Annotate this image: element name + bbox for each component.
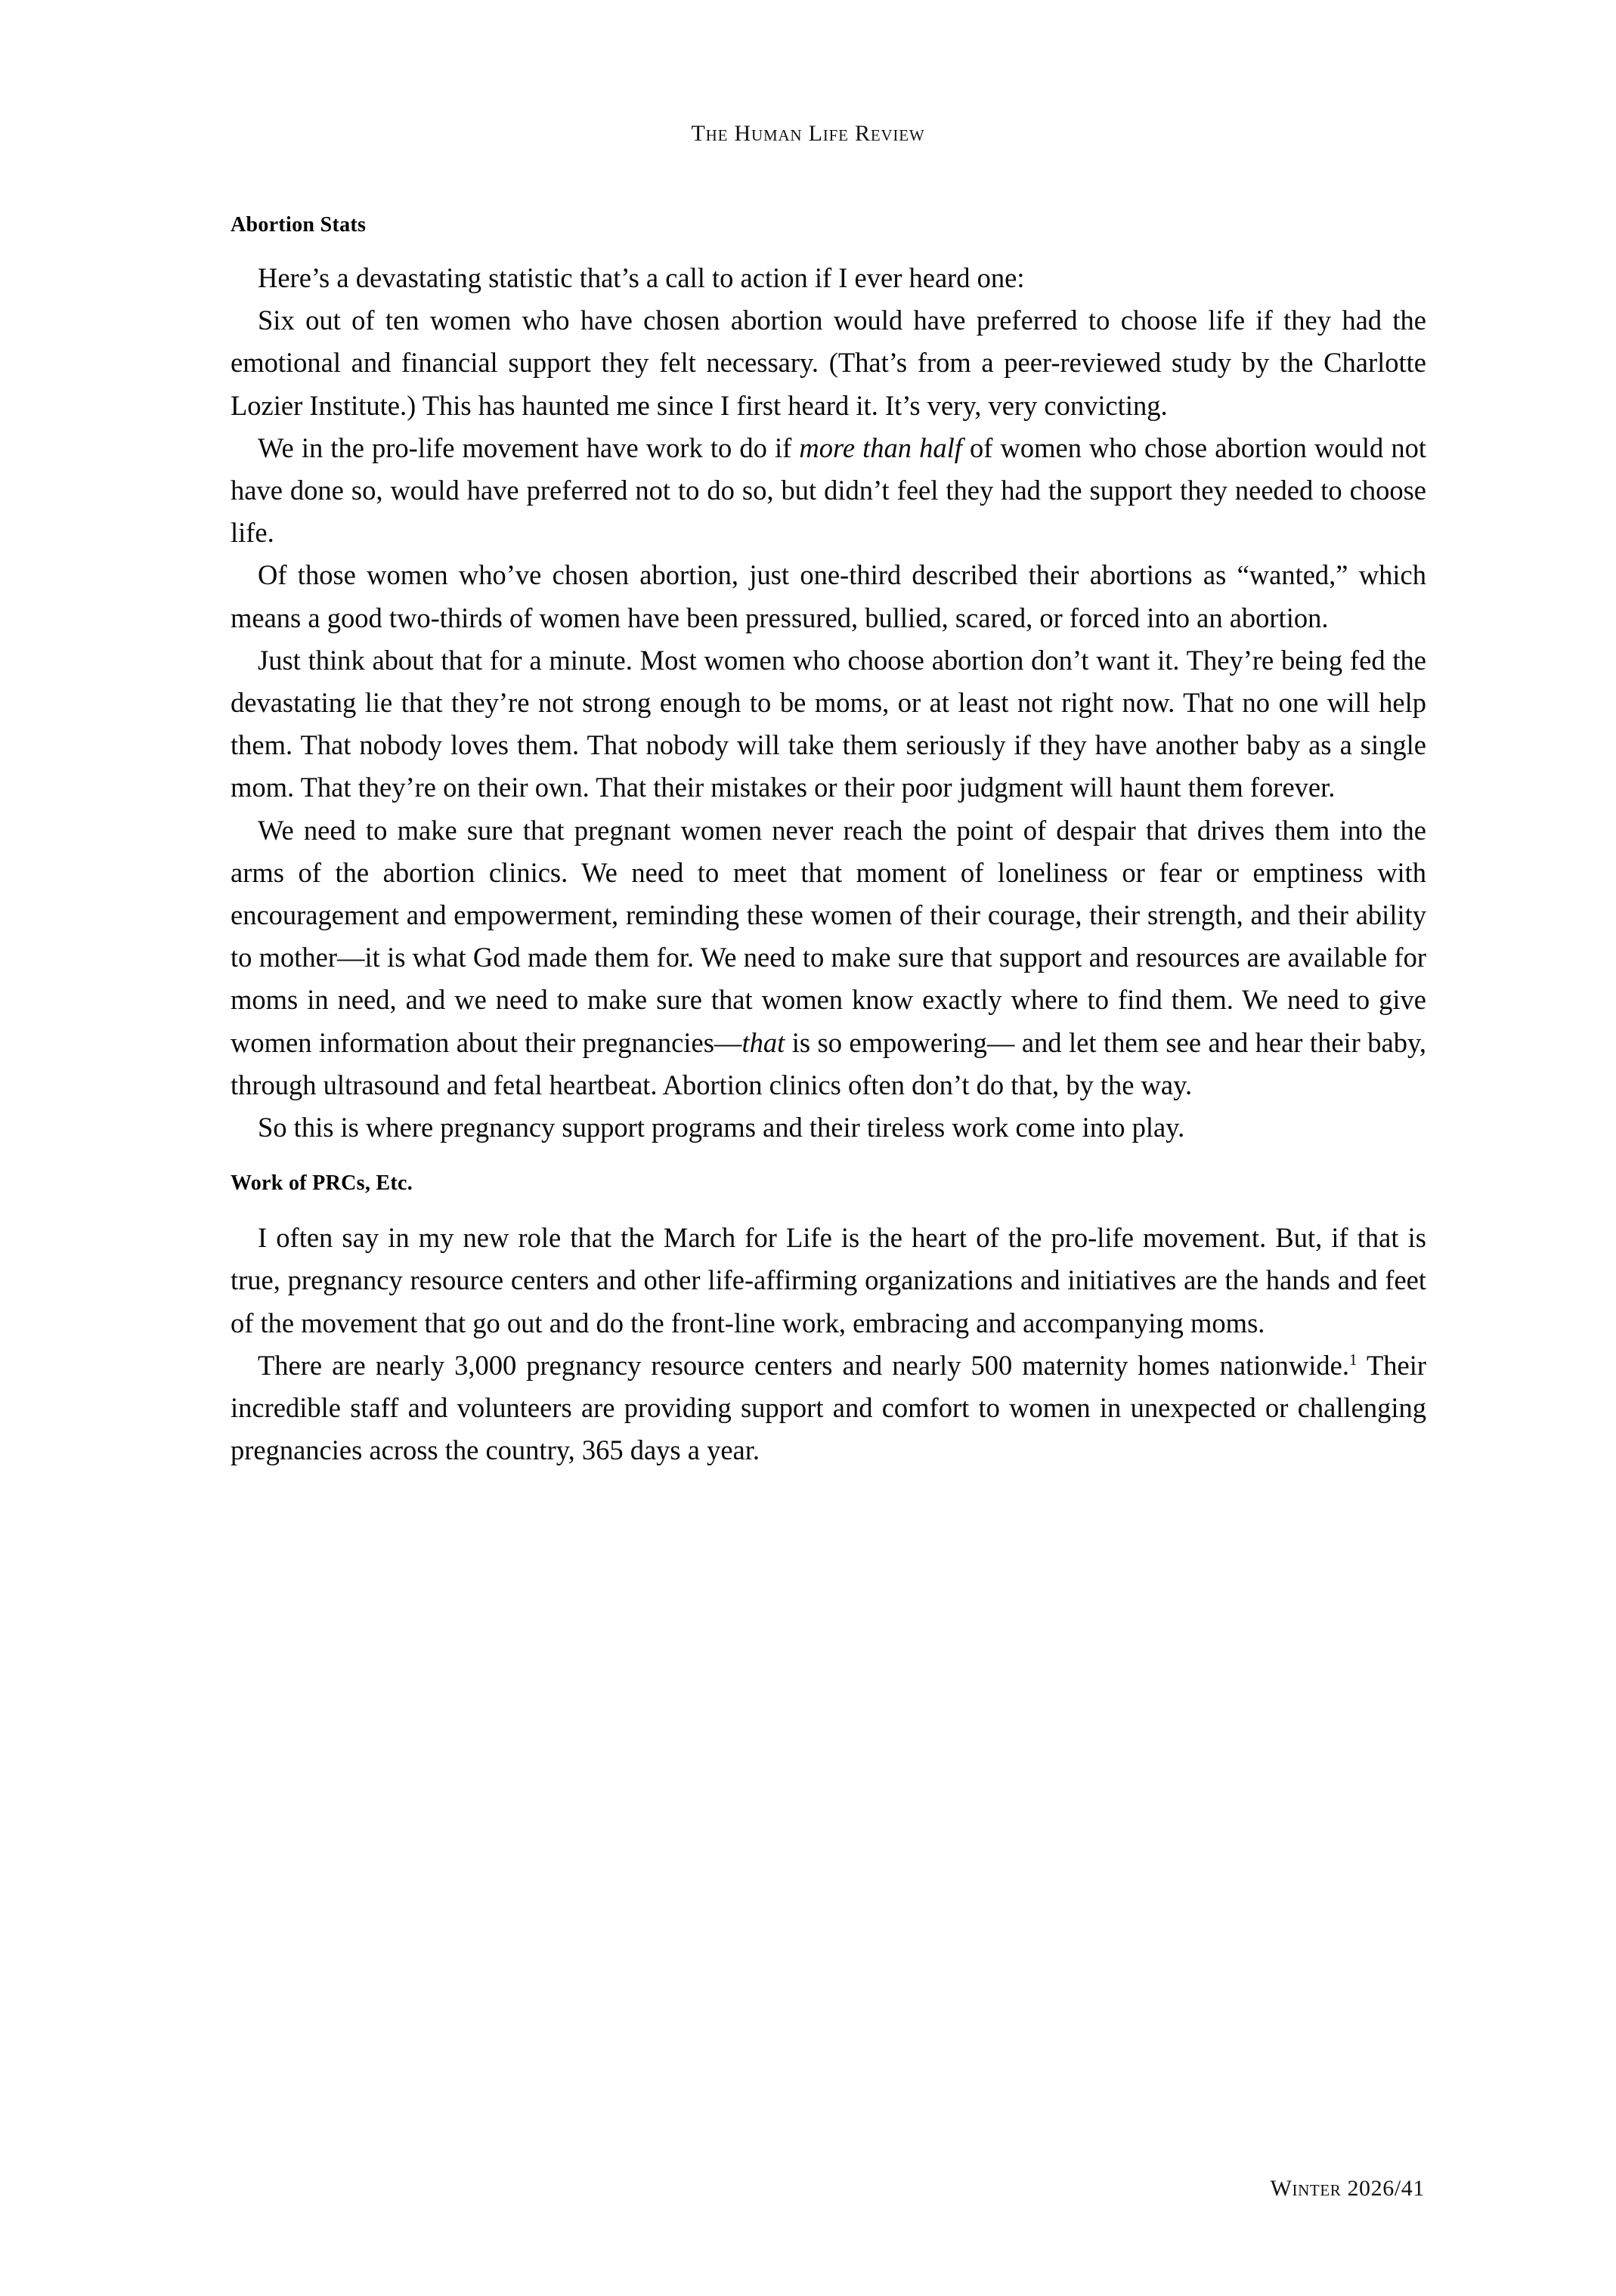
section-heading-abortion-stats: Abortion Stats [231, 213, 367, 237]
section-heading-work-of-prcs: Work of PRCs, Etc. [231, 1171, 413, 1196]
paragraph-3-lead: We in the pro-life movement have work to do if [258, 432, 800, 463]
paragraph-9 [231, 1344, 1426, 1472]
paragraph-9-tail: Their incredible staff and volunteers are providing support and comfort to women in unexpected or challenging pregnancies across the country, 365 days a year. [231, 1349, 1426, 1466]
page-folio: Winter 2026/41 [1270, 2176, 1425, 2201]
paragraph-3 [231, 427, 1426, 555]
paragraph-6 [231, 809, 1426, 1106]
running-head: The Human Life Review [691, 121, 925, 146]
paragraph-2: Six out of ten women who have chosen abortion would have preferred to choose life if they had the emotional and financial support they felt necessary. (That’s from a peer-reviewed study by the Charlotte Lozier Institute.) This has haunted me since I first heard it. It’s very, very convicting. [231, 305, 1426, 421]
paragraph-1: Here’s a devastating statistic that’s a call to action if I ever heard one: [258, 262, 1025, 293]
paragraph-5: Just think about that for a minute. Most women who choose abortion don’t want it. They’re being fed the devastating lie that they’re not strong enough to be moms, or at least not right now. That no one will help them. That nobody loves them. That nobody will take them seriously if they have another baby as a single mom. That they’re on their own. That their mistakes or their poor judgment will haunt them forever. [231, 644, 1426, 803]
footnote-reference-marker[interactable]: 1 [1348, 1350, 1358, 1369]
paragraph-7: So this is where pregnancy support programs and their tireless work come into play. [258, 1112, 1185, 1143]
paragraph-3-tail: of women who chose abortion would not have done so, would have preferred not to do so, but didn’t feel they had the support they needed to choose life. [231, 432, 1426, 549]
paragraph-6-emphasis: that [741, 1026, 785, 1058]
text-column [231, 213, 1426, 1471]
paragraph-6-lead: We need to make sure that pregnant women never reach the point of despair that drives them into the arms of the abortion clinics. We need to meet that moment of loneliness or fear or emptiness with encouragement and empowerment, reminding these women of their courage, their strength, and their ability to mother—it is what God made them for. We need to make sure that support and resources are available for moms in need, and we need to make sure that women know exactly where to find them. We need to give women information about their pregnancies— [231, 814, 1426, 1058]
paragraph-6-tail: is so empowering— and let them see and hear their baby, through ultrasound and fetal heartbeat. Abortion clinics often don’t do that, by the way. [231, 1026, 1426, 1100]
paragraph-4: Of those women who’ve chosen abortion, just one-third described their abortions as “wanted,” which means a good two-thirds of women have been pressured, bullied, scared, or forced into an abortion. [231, 559, 1426, 633]
paragraph-8: I often say in my new role that the March for Life is the heart of the pro-life movement. But, if that is true, pregnancy resource centers and other life-affirming organizations and initiatives are the hands and feet of the movement that go out and do the front-line work, embracing and accompanying moms. [231, 1222, 1426, 1338]
paragraph-9-lead: There are nearly 3,000 pregnancy resource centers and nearly 500 maternity homes nationwide. [258, 1349, 1349, 1381]
paragraph-3-emphasis: more than half [799, 432, 962, 463]
